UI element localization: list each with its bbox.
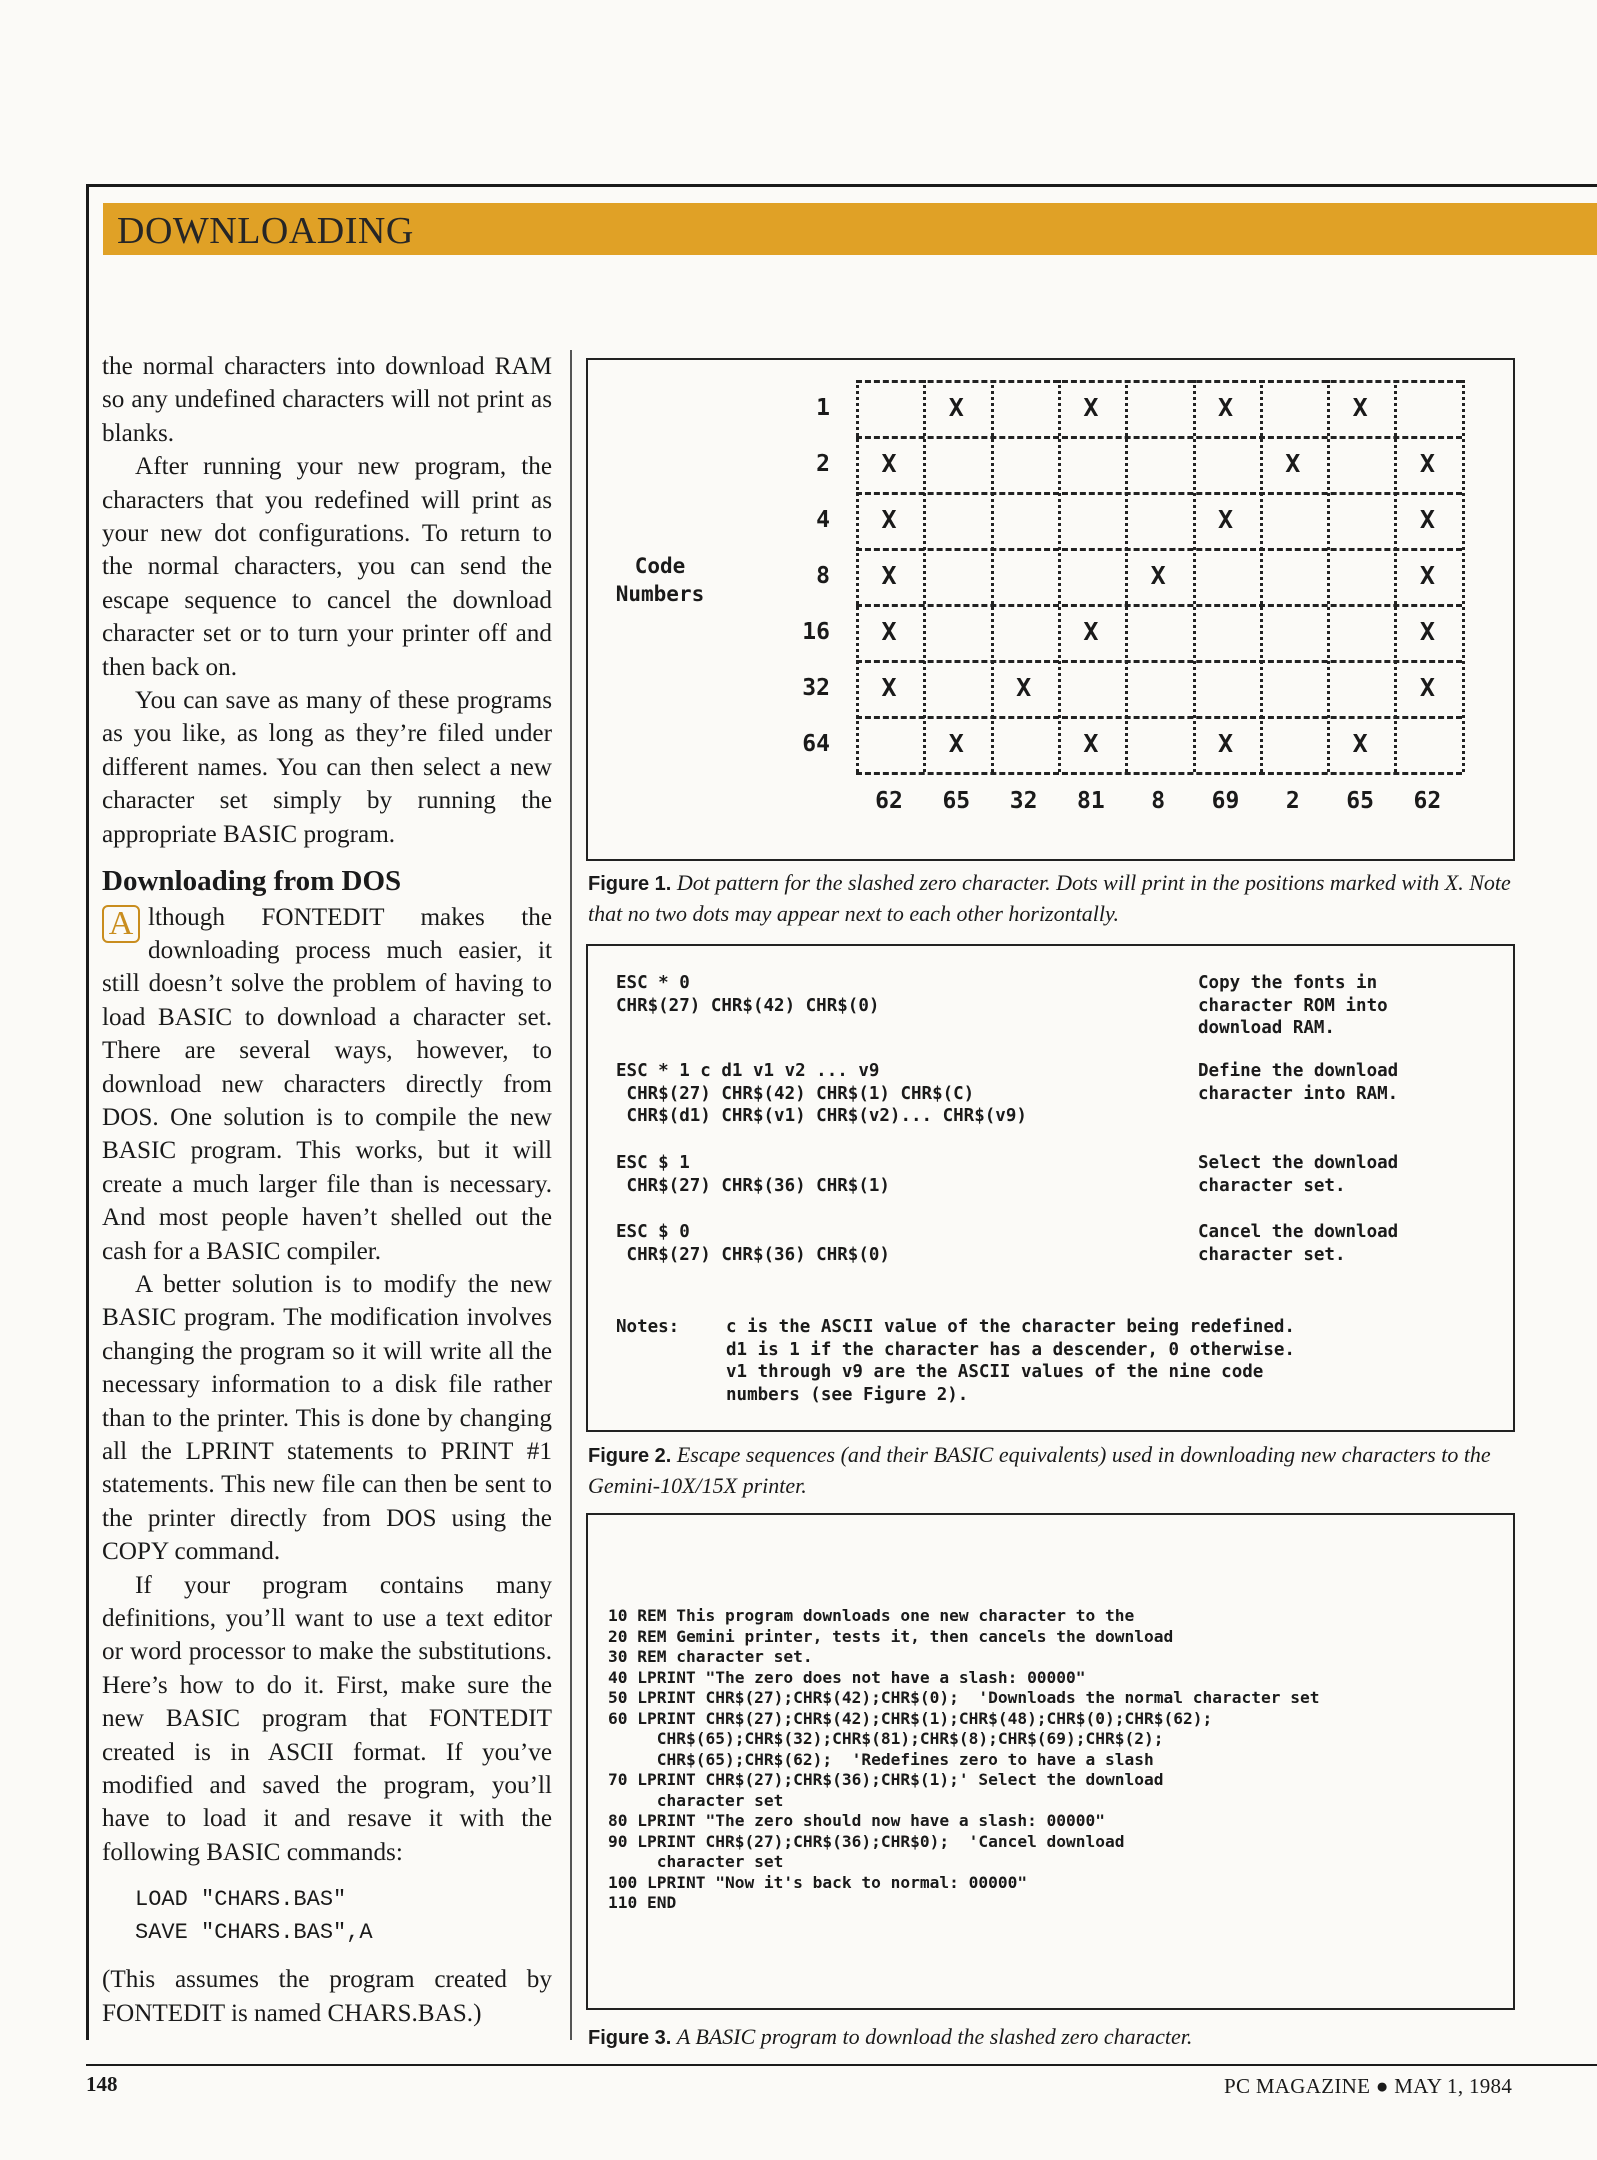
code-line: ESC $ 1: [616, 1153, 690, 1173]
dot-mark: X: [1352, 393, 1368, 422]
sequence-description: [1198, 1152, 1398, 1197]
dot-mark: X: [1150, 561, 1166, 590]
dot-mark: X: [881, 617, 897, 646]
dot-mark: X: [1217, 729, 1234, 758]
grid-axis-label: Numbers: [615, 582, 705, 606]
text-line: character set.: [1198, 1244, 1346, 1265]
code-line: LOAD "CHARS.BAS": [135, 1887, 347, 1913]
row-code-number: 2: [816, 451, 830, 477]
column-total: 65: [942, 788, 971, 814]
dot-mark: X: [948, 729, 964, 758]
grid-row-rule: [856, 604, 1462, 607]
sequence-description: [1198, 972, 1388, 1040]
program-listing: [608, 1606, 1319, 1914]
code-line: CHR$(65);CHR$(62); 'Redefines zero to have a slash: [608, 1749, 1154, 1769]
figure-2-escape-sequences: [586, 944, 1515, 1432]
sequence-description: [1198, 1221, 1398, 1266]
paragraph: the normal characters into download RAM so any undefined characters will not print as blanks.: [102, 353, 552, 447]
code-line: CHR$(27) CHR$(42) CHR$(1) CHR$(C): [616, 1083, 975, 1104]
page-frame-left-rule: [86, 184, 89, 2040]
basic-command-block: [135, 1883, 552, 1949]
text-line: character into RAM.: [1198, 1083, 1399, 1104]
column-total: 65: [1346, 788, 1374, 814]
escape-sequence: [616, 1221, 890, 1266]
code-line: CHR$(27) CHR$(42) CHR$(0): [616, 995, 880, 1016]
code-line: 40 LPRINT "The zero does not have a slash: 00000": [608, 1667, 1086, 1687]
code-line: character set: [608, 1852, 784, 1871]
caption-text: Dot pattern for the slashed zero character. Dots will print in the positions marked with X. Note that no two dots may appear next to each other horizontally.: [588, 870, 1511, 926]
publication-info: PC MAGAZINE ● MAY 1, 1984: [1224, 2074, 1513, 2098]
code-line: ESC * 1 c d1 v1 v2 ... v9: [616, 1061, 880, 1081]
code-line: 60 LPRINT CHR$(27);CHR$(42);CHR$(1);CHR$(48);CHR$(0);CHR$(62);: [608, 1708, 1213, 1728]
paragraph: After running your new program, the characters that you redefined will print as your new dot configurations. To return to the normal characters, you can send the escape sequence to cancel the download character set or to turn your printer off and then back on.: [102, 453, 552, 681]
page-number: 148: [86, 2072, 118, 2096]
code-line: CHR$(27) CHR$(36) CHR$(1): [616, 1175, 890, 1196]
code-line: 80 LPRINT "The zero should now have a slash: 00000": [608, 1811, 1106, 1830]
caption-text: Escape sequences (and their BASIC equivalents) used in downloading new characters to the Gemini-10X/15X printer.: [588, 1442, 1491, 1498]
dot-mark: X: [1083, 617, 1099, 646]
column-total: 69: [1211, 788, 1240, 814]
paragraph: If your program contains many definitions, you’ll want to use a text editor or word processor to make the substitutions. Here’s how to do it. First, make sure the new BASIC program that FONTEDIT created is in ASCII format. If you’ve modified and saved the program, you’ll have to load it and resave it with the following BASIC commands:: [102, 1571, 552, 1866]
dot-mark: X: [1016, 673, 1032, 702]
figure-3-basic-listing: [586, 1513, 1515, 2010]
section-banner: [103, 203, 1597, 255]
figure-1-caption: [588, 868, 1513, 929]
dot-mark: X: [1352, 729, 1368, 758]
paragraph: A better solution is to modify the new BASIC program. The modification involves changing the program so it will write all the necessary information to a disk file rather than to the printer. This is done by changing all the LPRINT statements to PRINT #1 statements. This new file can then be sent to the printer directly from DOS using the COPY command.: [102, 1270, 552, 1566]
grid-column-rule: [991, 380, 994, 772]
code-line: CHR$(27) CHR$(36) CHR$(0): [616, 1244, 890, 1265]
dot-mark: X: [881, 449, 897, 478]
caption-label: Figure 1.: [588, 873, 672, 895]
column-total: 62: [875, 788, 903, 814]
caption-text: A BASIC program to download the slashed zero character.: [676, 2024, 1193, 2049]
dot-mark: X: [1419, 449, 1435, 478]
row-code-number: 8: [816, 563, 830, 589]
notes-label: Notes:: [616, 1317, 680, 1337]
paragraph: (This assumes the program created by FONTEDIT is named CHARS.BAS.): [102, 1966, 552, 2027]
grid-row-rule: [856, 436, 1462, 439]
page-frame-top-rule: [86, 184, 1597, 187]
text-line: Define the download: [1198, 1061, 1399, 1081]
code-line: CHR$(65);CHR$(32);CHR$(81);CHR$(8);CHR$(69);CHR$(2);: [608, 1729, 1164, 1748]
column-total: 81: [1077, 788, 1105, 814]
dot-mark: X: [1083, 393, 1099, 422]
column-total: 2: [1285, 788, 1300, 814]
escape-sequence: [616, 1152, 890, 1197]
text-line: v1 through v9 are the ASCII values of the nine code: [726, 1362, 1264, 1382]
grid-row-rule: [856, 716, 1462, 719]
code-line: character set: [608, 1790, 784, 1810]
grid-column-rule: [1462, 380, 1465, 772]
dot-mark: X: [881, 505, 897, 534]
code-line: SAVE "CHARS.BAS",A: [135, 1920, 373, 1946]
grid-column-rule: [1327, 380, 1330, 772]
dot-mark: X: [1083, 729, 1099, 758]
grid-row-rule: [856, 660, 1462, 663]
paragraph: You can save as many of these programs as you like, as long as they’re filed under different names. You can then select a new character set simply by running the appropriate BASIC program.: [102, 687, 552, 848]
code-line: 110 END: [608, 1893, 677, 1912]
subheading: Downloading from DOS: [102, 865, 402, 898]
code-line: 50 LPRINT CHR$(27);CHR$(42);CHR$(0); 'Downloads the normal character set: [608, 1688, 1320, 1707]
escape-sequence: [616, 1060, 1027, 1128]
dot-mark: X: [1419, 561, 1435, 590]
row-code-number: 32: [802, 675, 830, 701]
dot-mark: X: [1285, 449, 1301, 478]
column-total: 62: [1413, 788, 1442, 814]
row-code-number: 4: [816, 507, 830, 533]
column-total: 8: [1151, 788, 1166, 814]
text-line: character ROM into: [1198, 995, 1388, 1016]
code-line: 20 REM Gemini printer, tests it, then cancels the download: [608, 1626, 1174, 1646]
code-line: 100 LPRINT "Now it's back to normal: 00000": [608, 1872, 1028, 1892]
dot-mark: X: [1419, 617, 1435, 646]
dropcap-initial: A: [102, 905, 140, 943]
text-line: download RAM.: [1198, 1018, 1335, 1038]
grid-column-rule: [1260, 380, 1263, 772]
grid-column-rule: [1193, 380, 1196, 772]
footer-rule: [86, 2064, 1597, 2066]
figure-2-caption: [588, 1440, 1513, 1501]
text-line: Cancel the download: [1198, 1222, 1399, 1242]
grid-row-rule: [856, 380, 1462, 383]
sequence-description: [1198, 1060, 1398, 1105]
figure-1-dot-grid: [586, 358, 1515, 861]
caption-label: Figure 3.: [588, 2027, 672, 2049]
column-total: 32: [1009, 788, 1038, 814]
text-line: numbers (see Figure 2).: [726, 1384, 969, 1405]
dot-mark: X: [881, 673, 897, 702]
dot-mark: X: [881, 561, 897, 590]
code-line: 90 LPRINT CHR$(27);CHR$(36);CHR$0); 'Cancel download: [608, 1831, 1125, 1851]
escape-sequence: [616, 972, 879, 1017]
paragraph-with-dropcap: [102, 901, 552, 1268]
code-line: ESC * 0: [616, 973, 690, 993]
dot-mark: X: [1217, 393, 1234, 422]
text-line: c is the ASCII value of the character being redefined.: [726, 1317, 1295, 1337]
text-line: d1 is 1 if the character has a descender, 0 otherwise.: [726, 1339, 1295, 1360]
row-code-number: 64: [802, 731, 830, 757]
code-line: 70 LPRINT CHR$(27);CHR$(36);CHR$(1);' Select the download: [608, 1770, 1164, 1789]
grid-column-rule: [1058, 380, 1061, 772]
dot-mark: X: [1419, 505, 1435, 534]
grid-row-rule: [856, 772, 1462, 775]
paragraph-body: lthough FONTEDIT makes the downloading process much easier, it still doesn’t solve the problem of having to load BASIC to download a character set. There are several ways, however, to download new characters directly from DOS. One solution is to compile the new BASIC program. This works, but it will create a much larger file than is necessary. And most people haven’t shelled out the cash for a BASIC compiler.: [102, 903, 552, 1265]
row-code-number: 1: [816, 395, 830, 421]
code-line: 10 REM This program downloads one new character to the: [608, 1606, 1135, 1625]
text-line: character set.: [1198, 1175, 1346, 1196]
text-line: Copy the fonts in: [1198, 973, 1378, 993]
article-left-column: [102, 350, 552, 2030]
grid-column-rule: [923, 380, 926, 772]
caption-label: Figure 2.: [588, 1445, 672, 1467]
column-divider: [570, 350, 572, 2040]
notes-body: [726, 1316, 1295, 1406]
code-line: CHR$(d1) CHR$(v1) CHR$(v2)... CHR$(v9): [616, 1106, 1027, 1126]
dot-mark: X: [1217, 505, 1234, 534]
grid-axis-label: Code: [634, 554, 686, 578]
dot-mark: X: [1419, 673, 1435, 702]
grid-row-rule: [856, 548, 1462, 551]
section-title: DOWNLOADING: [117, 210, 414, 252]
figure-3-caption: [588, 2022, 1513, 2053]
dot-mark: X: [948, 393, 964, 422]
grid-row-rule: [856, 492, 1462, 495]
code-line: ESC $ 0: [616, 1222, 690, 1242]
code-line: 30 REM character set.: [608, 1647, 813, 1666]
row-code-number: 16: [802, 619, 830, 645]
text-line: Select the download: [1198, 1153, 1399, 1173]
